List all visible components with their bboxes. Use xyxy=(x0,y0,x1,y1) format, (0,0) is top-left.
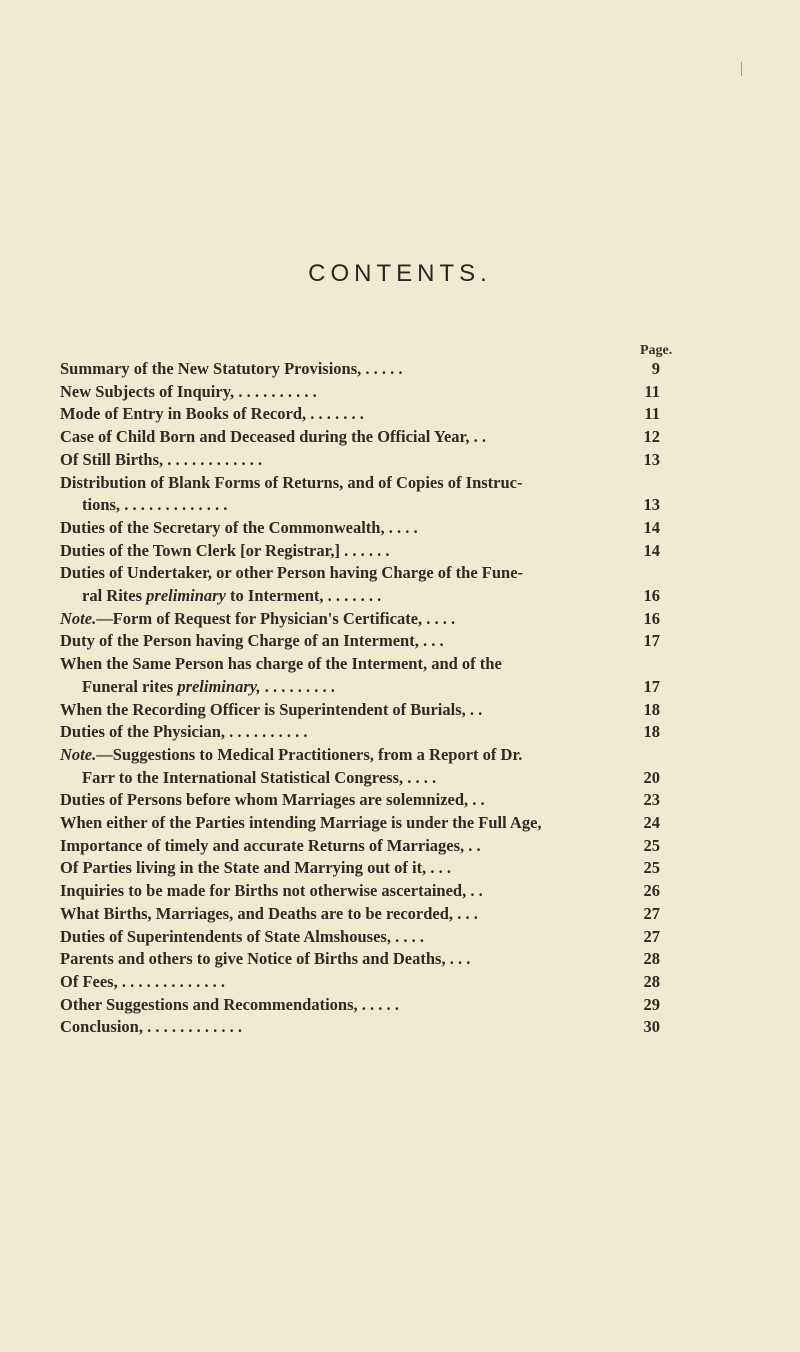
toc-entry-title: Duties of Superintendents of State Almshouses, xyxy=(60,926,391,946)
dot-leader: . . . . . . . xyxy=(323,586,382,606)
continuation-text: Farr to the International Statistical Congress, xyxy=(82,767,404,787)
toc-entry-title: What Births, Marriages, and Deaths are to be recorded, xyxy=(60,903,454,923)
page-number: 13 xyxy=(643,495,660,515)
toc-entry-text xyxy=(60,382,317,401)
page-number: 11 xyxy=(644,404,660,424)
page-number: 17 xyxy=(643,631,660,651)
toc-entry-title: Duties of the Town Clerk [or Registrar,] xyxy=(60,540,341,560)
page-number: 28 xyxy=(643,971,660,991)
dot-leader: . . xyxy=(465,699,483,719)
continuation-text: to Interment, xyxy=(225,586,324,606)
dot-leader: . . xyxy=(464,835,481,855)
dot-leader: . . . xyxy=(426,858,451,878)
toc-entry-text xyxy=(60,518,418,537)
toc-entry-text xyxy=(60,404,364,423)
continuation-text: ral Rites xyxy=(82,586,147,606)
continuation-text: tions, xyxy=(82,495,121,515)
toc-entry xyxy=(60,789,660,812)
page-number: 28 xyxy=(643,949,660,969)
toc-entry-title: Distribution of Blank Forms of Returns, and of Copies of Instruc- xyxy=(60,472,523,492)
toc-entry xyxy=(60,699,660,722)
page-number: 12 xyxy=(643,427,660,447)
dot-leader: . . xyxy=(469,427,486,447)
dot-leader: . . . . . xyxy=(357,994,399,1014)
toc-entry-title: —Form of Request for Physician's Certificate, xyxy=(96,608,423,628)
toc-entry xyxy=(60,540,660,563)
toc-entry xyxy=(60,835,660,858)
toc-entry-title: Parents and others to give Notice of Births and Deaths, xyxy=(60,949,446,969)
dot-leader: . . . . . . . . . . xyxy=(225,722,308,742)
toc-entry-text xyxy=(60,949,470,968)
page-title: CONTENTS. xyxy=(308,260,492,287)
toc-entry xyxy=(60,472,660,517)
toc-entry-text xyxy=(60,904,478,923)
toc-entry-text xyxy=(60,427,486,446)
toc-entry-continuation xyxy=(60,676,626,699)
page-number: 11 xyxy=(644,381,660,401)
toc-entry-title: Summary of the New Statutory Provisions, xyxy=(60,359,362,378)
dot-leader: . . xyxy=(468,790,485,810)
toc-entry xyxy=(60,562,660,607)
toc-entry-title: Of Parties living in the State and Marrying out of it, xyxy=(60,858,427,878)
toc-entry xyxy=(60,608,660,631)
page-column-label: Page. xyxy=(640,343,673,358)
toc-entry-title: Duties of Undertaker, or other Person having Charge of the Fune- xyxy=(60,563,524,583)
dot-leader: . . . xyxy=(418,631,444,651)
page-number: 29 xyxy=(643,994,660,1014)
page-number: 23 xyxy=(643,790,660,810)
toc-entry-text xyxy=(60,813,542,832)
dot-leader: . . xyxy=(466,881,483,901)
page-number: 9 xyxy=(651,359,660,378)
toc-entry-text xyxy=(60,745,522,764)
toc-entry xyxy=(60,812,660,835)
toc-entry-text xyxy=(60,631,444,650)
toc-entry xyxy=(60,403,660,426)
page-number: 25 xyxy=(643,858,660,878)
page-number: 18 xyxy=(643,722,660,742)
toc-entry-title: Conclusion, xyxy=(60,1017,143,1037)
toc-entry-text xyxy=(60,722,308,741)
page-number: 24 xyxy=(643,813,660,833)
page-number: 27 xyxy=(643,903,660,923)
toc-entry-text xyxy=(60,541,390,560)
toc-entry-text xyxy=(60,473,522,492)
page-number: 18 xyxy=(643,699,660,719)
toc-entry-continuation xyxy=(60,767,626,790)
toc-entry-title: Duties of the Secretary of the Commonwealth, xyxy=(60,517,385,537)
dot-leader: . . . xyxy=(453,903,478,923)
toc-entry-title: Duties of the Physician, xyxy=(60,722,225,742)
toc-entry xyxy=(60,517,660,540)
page-number: 20 xyxy=(643,767,660,787)
note-label: Note. xyxy=(60,608,97,628)
toc-entry xyxy=(60,948,660,971)
dot-leader: . . . . . . . . . . xyxy=(234,381,317,401)
dot-leader: . . . . . . . xyxy=(306,404,364,424)
page-number: 30 xyxy=(643,1017,660,1037)
table-of-contents xyxy=(60,358,660,1039)
toc-entry xyxy=(60,721,660,744)
dot-leader: . . . . . . . . . . . . . xyxy=(117,971,225,991)
toc-entry-title: Of Still Births, xyxy=(60,449,164,469)
dot-leader: . . . . . . . . . . . . . xyxy=(120,495,228,515)
toc-entry-title: Inquiries to be made for Births not otherwise ascertained, xyxy=(60,881,467,901)
toc-entry xyxy=(60,903,660,926)
toc-entry xyxy=(60,994,660,1017)
toc-entry xyxy=(60,880,660,903)
toc-entry-title: Other Suggestions and Recommendations, xyxy=(60,994,358,1014)
toc-entry-title: Importance of timely and accurate Returns of Marriages, xyxy=(60,835,465,855)
toc-entry-title: Of Fees, xyxy=(60,971,118,991)
toc-entry-text xyxy=(60,790,485,809)
page-number: 16 xyxy=(643,608,660,628)
toc-entry-text xyxy=(60,609,455,628)
page-number: 14 xyxy=(643,540,660,560)
page-number: 27 xyxy=(643,926,660,946)
dot-leader: . . . . xyxy=(390,926,424,946)
toc-entry xyxy=(60,358,660,381)
toc-entry-title: Duties of Persons before whom Marriages are solemnized, xyxy=(60,790,469,810)
toc-entry xyxy=(60,653,660,698)
toc-entry xyxy=(60,630,660,653)
emphasis-text: preliminary, xyxy=(177,676,261,696)
toc-entry-text xyxy=(60,700,482,719)
toc-entry-text xyxy=(60,563,523,582)
toc-entry-title: When the Recording Officer is Superintendent of Burials, xyxy=(60,699,466,719)
page-number: 14 xyxy=(643,517,660,537)
toc-entry-text xyxy=(60,972,225,991)
toc-entry-title: When either of the Parties intending Marriage is under the Full Age, xyxy=(60,813,542,833)
toc-entry xyxy=(60,926,660,949)
dot-leader: . . . . . . . . . . . . xyxy=(142,1017,242,1037)
toc-entry-title: —Suggestions to Medical Practitioners, from a Report of Dr. xyxy=(96,744,523,764)
note-label: Note. xyxy=(60,744,97,764)
page-number: 17 xyxy=(643,676,660,696)
dot-leader: . . . . xyxy=(403,767,437,787)
toc-entry xyxy=(60,426,660,449)
page-number: 13 xyxy=(643,449,660,469)
toc-entry-text xyxy=(60,654,502,673)
dot-leader: . . . . . xyxy=(361,359,403,378)
toc-entry-text xyxy=(60,359,403,378)
page-number: 25 xyxy=(643,835,660,855)
toc-entry-title: New Subjects of Inquiry, xyxy=(60,381,235,401)
toc-entry-title: Duty of the Person having Charge of an Interment, xyxy=(60,631,419,651)
toc-entry xyxy=(60,744,660,789)
toc-entry-text xyxy=(60,836,481,855)
toc-entry-continuation xyxy=(60,494,626,517)
toc-entry-title: Mode of Entry in Books of Record, xyxy=(60,404,307,424)
dot-leader: . . . . . . . . . . . . xyxy=(163,449,263,469)
dot-leader: . . . xyxy=(445,949,471,969)
toc-entry-text xyxy=(60,995,399,1014)
dot-leader: . . . . xyxy=(422,608,456,628)
page-number: 26 xyxy=(643,881,660,901)
dot-leader: . . . . . . xyxy=(340,540,390,560)
toc-entry-text xyxy=(60,450,262,469)
toc-entry xyxy=(60,449,660,472)
scan-mark xyxy=(741,62,742,76)
emphasis-text: preliminary xyxy=(146,586,226,606)
toc-entry-title: When the Same Person has charge of the Interment, and of the xyxy=(60,654,502,674)
toc-entry-continuation xyxy=(60,585,626,608)
toc-entry-text xyxy=(60,927,424,946)
toc-entry xyxy=(60,1016,660,1039)
toc-entry xyxy=(60,971,660,994)
toc-entry xyxy=(60,857,660,880)
toc-entry-text xyxy=(60,858,451,877)
toc-entry xyxy=(60,381,660,404)
dot-leader: . . . . xyxy=(384,517,418,537)
page-number: 16 xyxy=(643,586,660,606)
toc-entry-text xyxy=(60,881,483,900)
dot-leader: . . . . . . . . . xyxy=(260,676,335,696)
toc-entry-title: Case of Child Born and Deceased during the Official Year, xyxy=(60,427,470,447)
toc-entry-text xyxy=(60,1017,242,1036)
continuation-text: Funeral rites xyxy=(82,676,178,696)
